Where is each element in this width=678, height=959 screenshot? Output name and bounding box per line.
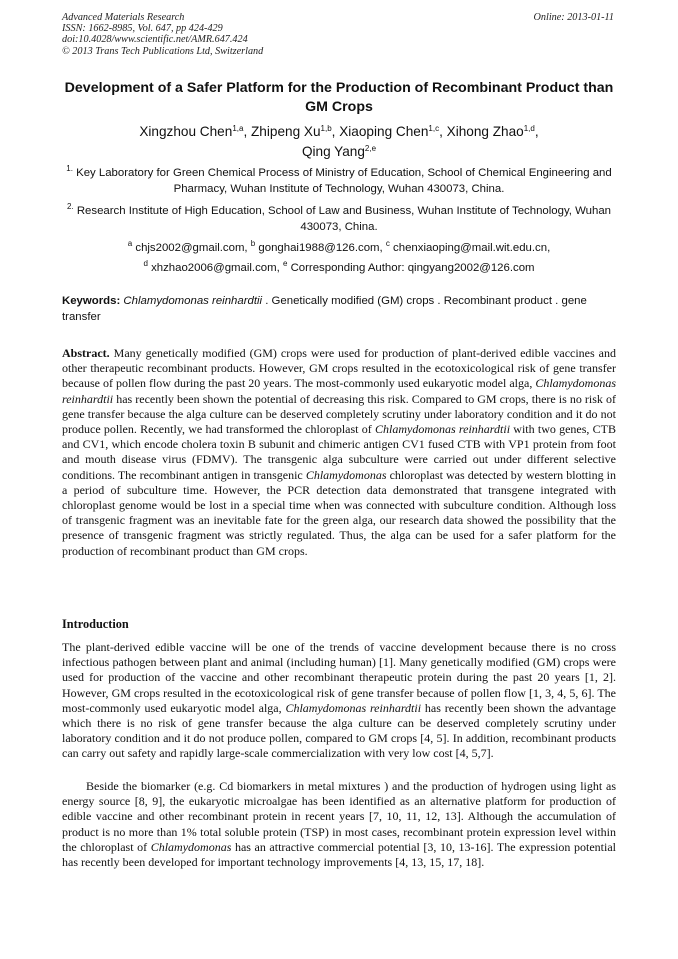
keywords-label: Keywords: — [62, 295, 121, 307]
intro-text: has recently been shown the advantage which there is no risk of gene transfer because the alga culture can be deserved completely scrutiny under laboratory condition and it do not produce pollen, compared to GM crops [4, 5]. In addition, recombinant products can carry out safety and rapidly large-scale commercialization with very low cost [4, 5,7]. — [62, 700, 617, 761]
journal-name: Advanced Materials Research — [62, 12, 185, 23]
author-affil-mark: 1,c — [428, 124, 440, 133]
issn-line: ISSN: 1662-8985, Vol. 647, pp 424-429 — [62, 23, 223, 35]
intro-text: has an attractive commercial potential [3, 10, 13-16]. The expression potential has recently been developed for important technology improvements [4, 13, 15, 17, 18]. — [62, 839, 616, 870]
introduction-heading: Introduction — [62, 617, 129, 631]
journal-header — [62, 12, 263, 57]
species-name: Chlamydomonas — [150, 839, 232, 854]
species-name: Chlamydomonas — [305, 467, 387, 482]
email-address: chjs2002@gmail.com, — [135, 242, 251, 254]
affiliation-text: Research Institute of High Education, School of Law and Business, Wuhan Institute of Technology, Wuhan 430073, China. — [76, 205, 612, 233]
abstract-text: with two genes, CTB and CV1, which encode cholera toxin B subunit and chimeric antigen CV1 fused CTB with VP1 protein from foot and mouth disease virus (FDMV). The transgenic alga subculture were carried out under different selective conditions. The recombinant antigen in transgenic — [62, 422, 617, 482]
author-name: Xiaoping Chen — [339, 124, 429, 139]
intro-text: The plant-derived edible vaccine will be one of the trends of vaccine development because there is no cross infectious pathogen between plant and animal (including human) [1]. Many genetically modified (GM) crops were used for production of the vaccine and other recombinant therapeutic protein during the past 20 years [1, 2]. However, GM crops resulted in the ecotoxicological risk of gene transfer because of pollen flow [1, 3, 4, 5, 6]. The most-commonly used eukaryotic model alga, — [62, 640, 616, 715]
abstract-text: has recently been shown the potential of decreasing this risk. Compared to GM crops, there is no risk of gene transfer because the alga culture can be deserved completely scrutiny under laboratory condition and it do not produce pollen. Recently, we had transformed the chloroplast of — [62, 391, 616, 437]
author-name: Zhipeng Xu — [251, 124, 321, 139]
paper-title: Development of a Safer Platform for the Production of Recombinant Product than GM Crops — [64, 80, 614, 115]
author-affil-mark: 1,d — [523, 124, 535, 133]
abstract-text: chloroplast was detected by western blotting in a period of subculture time. However, the PCR detection data demonstrated that transgene integrated with chloroplast genome would be lost in a special time when was connected with subculture condition. Although loss of transgenic fragment was an inevitable fate for the green alga, our research data showed the possibility that the presence of transgenic fragment was strictly regulated. Thus, the alga can be used for a safer platform for the production of recombinant product than GM crops. — [62, 467, 616, 558]
introduction-paragraph-1 — [62, 640, 616, 762]
email-mark: a — [127, 239, 133, 248]
affiliation-1 — [62, 165, 616, 197]
author-sep: , — [439, 124, 447, 139]
abstract-text: Many genetically modified (GM) crops were used for production of plant-derived edible vaccines and other therapeutic recombinant products. However, GM crops resulted in the ecotoxicological risk of gene transfer because of pollen flow during the past 20 years. The most-commonly used eukaryotic model alga, — [62, 346, 616, 391]
email-mark: d — [143, 259, 148, 268]
doi-line: doi:10.4028/www.scientific.net/AMR.647.424 — [62, 34, 248, 46]
author-affil-mark: 2,e — [364, 143, 377, 153]
email-mark: b — [250, 239, 256, 248]
email-mark: c — [385, 239, 390, 248]
author-name: Qing Yang — [301, 143, 365, 159]
affiliation-2 — [62, 203, 616, 235]
species-name: Chlamydomonas reinhardtii — [62, 376, 616, 406]
keywords — [62, 294, 618, 325]
email-address: Corresponding Author: qingyang2002@126.com — [290, 262, 535, 274]
keywords-rest: . Genetically modified (GM) crops . Recombinant product . gene transfer — [62, 295, 587, 323]
email-address: gonghai1988@126.com, — [258, 242, 386, 254]
abstract-label: Abstract. — [62, 346, 110, 360]
intro-text: Beside the biomarker (e.g. Cd biomarkers in metal mixtures ) and the production of hydrogen using light as energy source [8, 9], the eukaryotic microalgae has been identified as an alternative platform for production of edible vaccine and other recombinant protein in recent years [7, 10, 11, 12, 13]. Although the accumulation of product is no more than 1% total soluble protein (TSP) in most cases, recombinant protein expression level within the chloroplast of — [62, 779, 616, 854]
species-name: Chlamydomonas reinhardtii — [285, 700, 422, 715]
email-address: chenxiaoping@mail.wit.edu.cn, — [393, 242, 551, 254]
online-date: Online: 2013-01-11 — [533, 12, 614, 23]
introduction-paragraph-2 — [62, 779, 616, 870]
author-sep: , — [243, 124, 251, 139]
author-affil-mark: 1,a — [232, 124, 244, 133]
author-affil-mark: 1,b — [320, 124, 332, 133]
author-name: Xihong Zhao — [446, 124, 524, 139]
abstract — [62, 346, 616, 559]
email-mark: e — [282, 259, 288, 268]
affiliation-text: Key Laboratory for Green Chemical Process of Ministry of Education, School of Chemical Engineering and Pharmacy, Wuhan Institute of Technology, Wuhan 430073, China. — [76, 167, 612, 195]
author-name: Xingzhou Chen — [139, 124, 233, 139]
affiliation-mark: 1. — [66, 164, 73, 173]
author-sep: , — [331, 124, 340, 139]
email-line-2 — [62, 260, 616, 276]
copyright-line: © 2013 Trans Tech Publications Ltd, Switzerland — [62, 45, 264, 57]
email-address: xhzhao2006@gmail.com, — [151, 262, 283, 274]
affiliation-mark: 2. — [66, 202, 74, 211]
email-line-1 — [62, 240, 616, 256]
species-name: Chlamydomonas reinhardtii — [375, 422, 511, 437]
author-list — [62, 122, 616, 161]
author-sep: , — [534, 124, 539, 139]
keyword-species: Chlamydomonas reinhardtii — [123, 295, 263, 307]
